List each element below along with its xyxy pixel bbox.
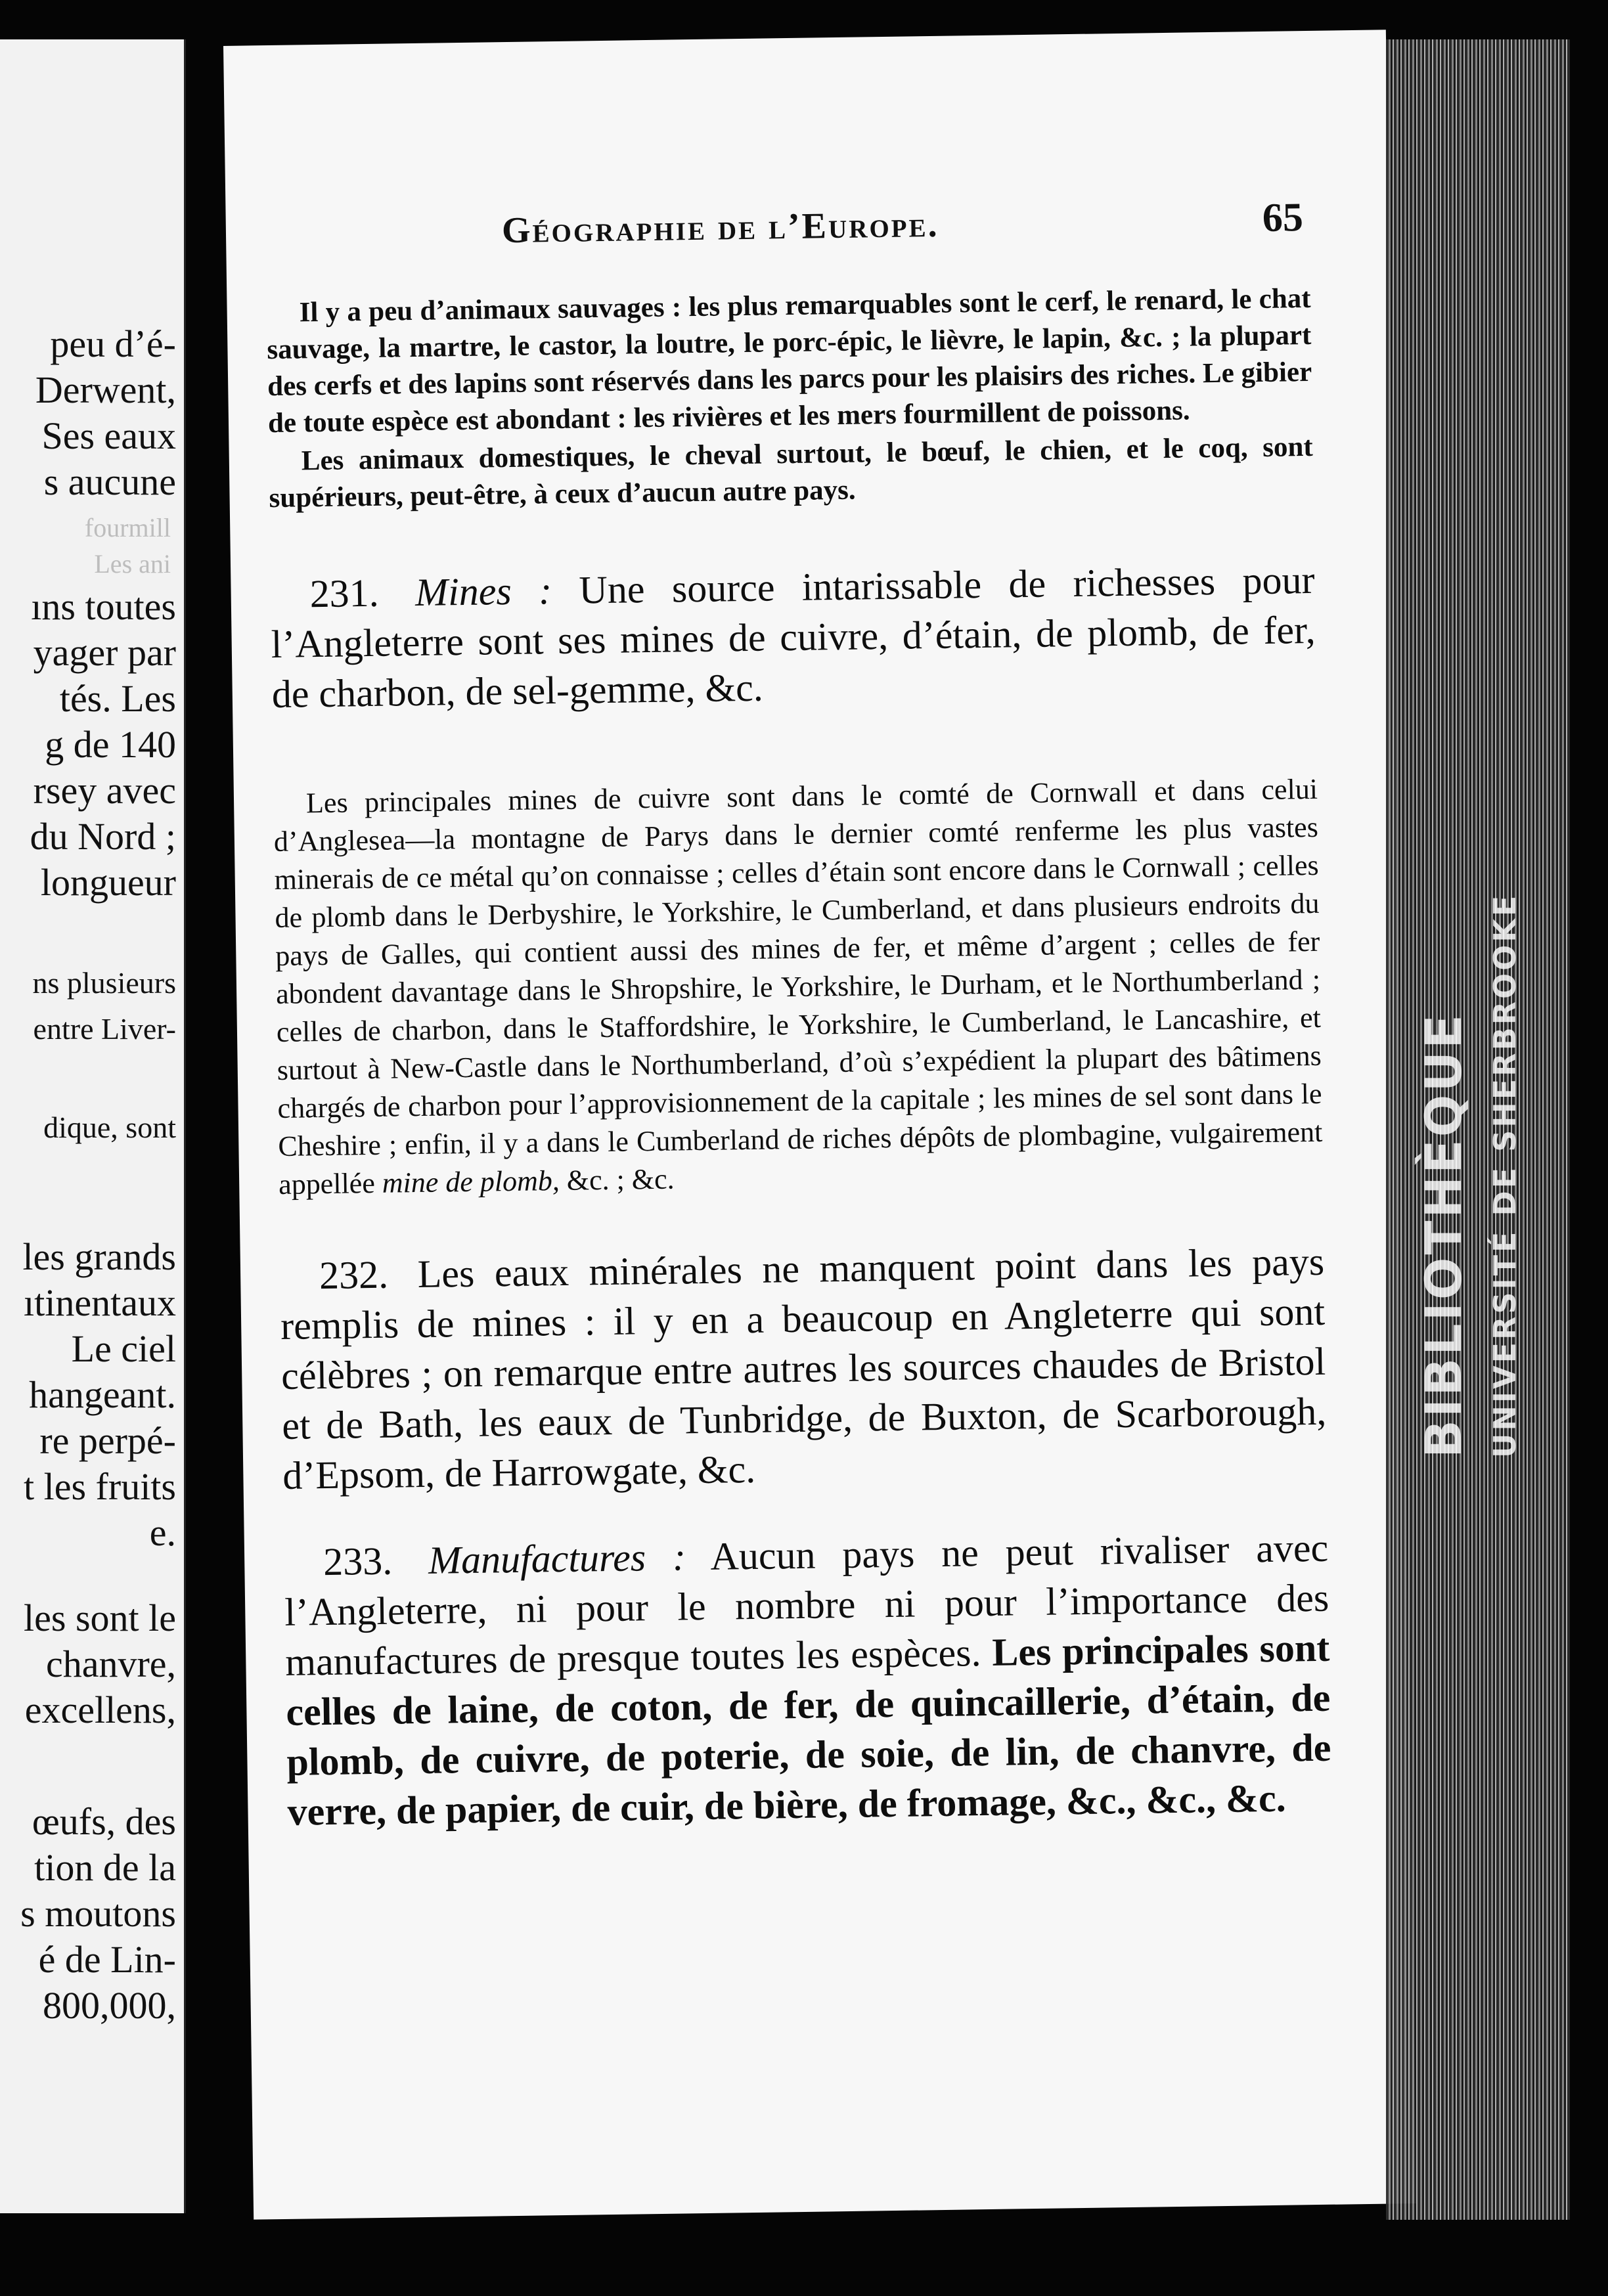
page-header — [501, 195, 1304, 252]
left-line: yager par — [33, 631, 176, 674]
stamp-text: UNIVERSITÉ DE SHERBROOKE — [1486, 893, 1523, 1458]
left-line: Derwent, — [35, 368, 176, 411]
italic-term: mine de plomb, — [382, 1164, 560, 1199]
left-line: e. — [149, 1511, 176, 1554]
paragraph-text: Les eaux minérales ne manquent point dans les pays remplis de mines : il y en a beaucoup en Angleterre qui sont célèbres ; on remarque entre autres les sources chaudes de Bristol et de Bath, les eaux de Tunbridge, de Buxton, de Scarborough, d’Epsom, de Harrowgate, &c. — [280, 1239, 1327, 1497]
library-stamp — [1406, 867, 1530, 1458]
left-line: les grands — [22, 1235, 176, 1278]
paragraph-number: 232. — [319, 1252, 389, 1298]
left-line: s aucune — [43, 460, 176, 503]
book-page — [223, 30, 1416, 2219]
left-line: tion de la — [34, 1846, 176, 1889]
paragraph-text: Une source intarissable de richesses pour l’Angleterre sont ses mines de cuivre, d’étain, de plomb, de fer, de charbon, de sel-gemme, &c. — [271, 558, 1316, 717]
page-number: 65 — [1262, 195, 1304, 240]
paragraph-wild-animals: Il y a peu d’animaux sauvages : les plus remarquables sont le cerf, le renard, le chat sauvage, la martre, le castor, la loutre, le porc-épic, le lièvre, le lapin, &c. ; la plupart des cerfs et des lapins sont réservés dans les parcs pour les plaisirs des riches. Le gibier de toute espèce est abondant : les rivières et les mers fourmillent de poissons. — [267, 282, 1312, 439]
left-line: ns plusieurs — [32, 966, 176, 1000]
paragraph-text: Les principales mines de cuivre sont dans le comté de Cornwall et dans celui d’Anglesea—la montagne de Parys dans le dernier comté renferme les plus vastes minerais de ce métal qu’on connaisse ; celles d’étain sont encore dans le Cornwall ; celles de plomb dans le Derbyshire, le Yorkshire, le Cumberland, et dans plusieurs endroits du pays de Galles, qui contient aussi des mines de fer, et même d’argent ; celles de fer abondent davantage dans le Shropshire, le Yorkshire, le Durham, et le Northumberland ; celles de charbon, dans le Staffordshire, le Yorkshire, le Cumberland, le Lancashire, et surtout à New-Castle dans le Northumberland, d’où s’expédient la plupart des bâtimens chargés de charbon pour l’approvisionnement de la capitale ; les mines de sel sont dans le Cheshire ; enfin, il y a dans le Cumberland de riches dépôts de plombagine, vulgairement appellée — [273, 772, 1323, 1201]
left-line: tés. Les — [59, 677, 176, 720]
left-line: chanvre, — [45, 1643, 176, 1685]
left-line: ıtinentaux — [24, 1281, 176, 1324]
section-heading-mines: Mines : — [414, 569, 552, 614]
left-page-fragment: peu d’é- Derwent, Ses eaux s aucune fourmill Les ani ıns toutes yager par tés. Les g de 140 rsey avec du Nord ; longueur ns plusieurs entre Liver- dique, sont les grands ıtinentaux Le ciel hangeant. re perpé- t les fruits e. les sont le chanvre, excellens, œufs, des tion de la s moutons é de Lin- 800,000, — [0, 39, 186, 2213]
left-line: longueur — [40, 861, 176, 904]
left-line: peu d’é- — [50, 322, 176, 365]
paragraph-text: &c. ; &c. — [566, 1162, 675, 1197]
page-body — [266, 280, 1332, 1837]
left-line: hangeant. — [29, 1373, 176, 1416]
paragraph-text: Les principales sont celles de laine, de coton, de fer, de quincaillerie, d’étain, de plomb, de cuivre, de poterie, de soie, de lin, de chanvre, de verre, de papier, de cuir, de bière, de fromage, &c., &c., &c. — [285, 1625, 1331, 1834]
section-heading-manufactures: Manufactures : — [428, 1535, 686, 1582]
paragraph-231 — [270, 555, 1316, 719]
left-line: s moutons — [20, 1892, 176, 1935]
left-line: rsey avec — [33, 769, 176, 812]
left-line: excellens, — [24, 1689, 176, 1731]
left-line: t les fruits — [24, 1465, 176, 1508]
paragraph-mines-detail — [273, 770, 1324, 1204]
paragraph-number: 233. — [323, 1539, 393, 1584]
left-line: re perpé- — [39, 1419, 176, 1462]
paragraph-domestic-animals: Les animaux domestiques, le cheval surtout, le bœuf, le chien, et le coq, sont supérieurs, peut-être, à ceux d’aucun autre pays. — [269, 431, 1314, 514]
left-line: ıns toutes — [31, 585, 176, 628]
left-line: g de 140 — [45, 723, 176, 766]
left-line: Le ciel — [71, 1327, 176, 1370]
left-line: dique, sont — [43, 1111, 176, 1144]
stamp-text: BIBLIOTHÈQUE — [1414, 1011, 1473, 1458]
left-line: Ses eaux — [41, 414, 176, 457]
paragraph-233 — [284, 1523, 1332, 1837]
paragraph-number: 231. — [309, 571, 380, 616]
running-title: Géographie de l’Europe. — [501, 204, 939, 252]
left-line: les sont le — [24, 1597, 176, 1639]
paragraph-text: Aucun pays ne peut rivaliser avec l’Angleterre, ni pour le nombre ni pour l’importance des manufactures de presque toutes les espèces. — [284, 1526, 1329, 1684]
left-line: 800,000, — [43, 1984, 176, 2027]
left-line: œufs, des — [32, 1800, 176, 1843]
left-line: entre Liver- — [33, 1012, 176, 1046]
left-line: é de Lin- — [38, 1938, 176, 1981]
paragraph-232 — [280, 1237, 1328, 1501]
left-line: du Nord ; — [30, 815, 176, 858]
